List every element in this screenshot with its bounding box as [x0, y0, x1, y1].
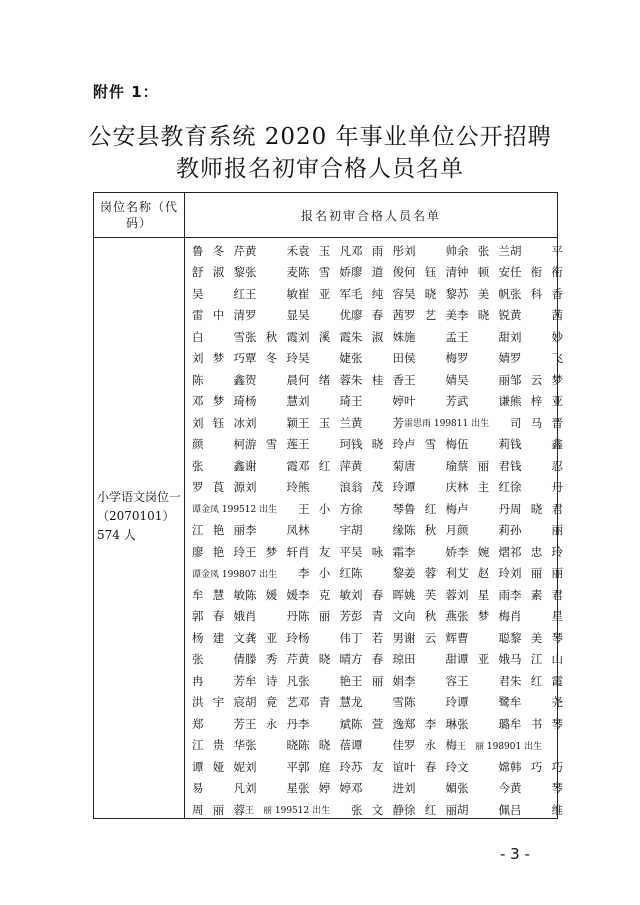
- candidate-name: 陈 秋 月: [404, 523, 457, 538]
- page-number: - 3 -: [500, 845, 530, 863]
- candidate-name: 林 主 红: [457, 480, 510, 495]
- candidate-name: 谭金凤 199512 出生: [192, 505, 278, 516]
- table-row: [192, 498, 563, 520]
- table-row: [192, 305, 563, 327]
- table-header-divider: [94, 237, 557, 238]
- table-row: [192, 391, 563, 413]
- candidate-table: [93, 192, 563, 819]
- candidate-name: 罗 婧: [457, 351, 510, 366]
- table-row: [192, 434, 563, 456]
- candidate-name: 廖 道 俊: [351, 265, 404, 280]
- candidate-name: 黄 禾: [245, 243, 298, 258]
- table-row: [192, 240, 563, 262]
- header-candidate-list: 报名初审合格人员名单: [300, 209, 441, 223]
- candidate-name: 李 小 红: [298, 566, 351, 581]
- candidate-name: 吴 咏 霜: [351, 544, 404, 559]
- table-row: [192, 670, 563, 692]
- candidate-name: 陈 雪 娇: [298, 265, 351, 280]
- table-row: [192, 348, 563, 370]
- table-row: [192, 756, 563, 778]
- candidate-name: 胡 佩: [457, 802, 510, 817]
- candidate-name: 徐 红 丽: [404, 802, 457, 817]
- candidate-name: 陈 鑫: [192, 372, 245, 387]
- candidate-name: 方 春 琼: [351, 652, 404, 667]
- candidate-name: 李 娇: [404, 544, 457, 559]
- candidate-name: 吕 维: [510, 802, 563, 817]
- candidate-name: 王 永 丹: [245, 716, 298, 731]
- candidate-name: 刘 琦: [298, 394, 351, 409]
- candidate-name: 刘 媚: [404, 781, 457, 796]
- candidate-name: 廖 艳 玲: [192, 544, 245, 559]
- candidate-name: 刘 玲: [245, 480, 298, 495]
- candidate-name: 林 宇: [298, 523, 351, 538]
- candidate-name: 崔 亚 军: [298, 286, 351, 301]
- candidate-name: 牟 慧 敏: [192, 587, 245, 602]
- candidate-name: 李 晓 锐: [457, 308, 510, 323]
- candidate-name: 龙 雪: [351, 695, 404, 710]
- candidate-name: 王 小 方: [298, 501, 351, 516]
- candidate-name: 朱 桂 香: [351, 372, 404, 387]
- candidate-name: 张 璐: [457, 716, 510, 731]
- candidate-name: 韩 巧 巧: [510, 759, 563, 774]
- table-row: [192, 412, 563, 434]
- candidate-name: 丁 若 男: [351, 630, 404, 645]
- candidate-name: 吴 红: [192, 286, 245, 301]
- post-name-cell: 小学语文岗位一（2070101）574 人: [97, 490, 182, 542]
- table-row: [192, 713, 563, 735]
- candidate-name: 陈 丽 芳: [298, 609, 351, 624]
- candidate-name: 洪 宇 宸: [192, 695, 245, 710]
- candidate-name: 王 丽 娟: [351, 673, 404, 688]
- table-row: [192, 369, 563, 391]
- candidate-name: 罗 飞: [510, 351, 563, 366]
- table-row: [192, 477, 563, 499]
- candidate-name: 孙 丽: [510, 523, 563, 538]
- candidate-name: 唐 瑜: [404, 458, 457, 473]
- table-row: [192, 606, 563, 628]
- candidate-name: 张 科 香: [510, 286, 563, 301]
- candidate-name: 肖 友 平: [298, 544, 351, 559]
- candidate-name: 颜 柯: [192, 437, 245, 452]
- candidate-name: 李 素 君: [510, 587, 563, 602]
- candidate-name: 刘 溪 霞: [298, 329, 351, 344]
- candidate-name: 钱 鑫: [510, 437, 563, 452]
- candidate-name: 谭金凤 199807 出生: [192, 569, 278, 580]
- candidate-name: 吴 晓 黎: [404, 286, 457, 301]
- candidate-name: 翁 茂 玲: [351, 480, 404, 495]
- candidate-name: 熊 梓 亚: [510, 394, 563, 409]
- candidate-name: 徐 琴: [351, 501, 404, 516]
- candidate-name: 黎 美 琴: [510, 630, 563, 645]
- candidate-name: 何 钰 清: [404, 265, 457, 280]
- candidate-name: 邓 青 慧: [298, 695, 351, 710]
- candidate-name: 朱 淑 姝: [351, 329, 404, 344]
- candidate-name: 苏 美 帆: [457, 286, 510, 301]
- candidate-name: 侯 梅: [404, 351, 457, 366]
- candidate-name: 易 凡: [192, 781, 245, 796]
- table-row: [192, 692, 563, 714]
- candidate-name: 李 斌: [298, 716, 351, 731]
- candidate-name: 牟 诗 凡: [245, 673, 298, 688]
- table-row: [192, 799, 563, 821]
- candidate-name: 邓 雨 彤: [351, 243, 404, 258]
- candidate-name: 游 雪 莲: [245, 437, 298, 452]
- candidate-name: 谭 娅 妮: [192, 759, 245, 774]
- candidate-name: 谭 亚 娥: [457, 652, 510, 667]
- candidate-name: 廖 春 茜: [351, 308, 404, 323]
- candidate-name: 江 贵 华: [192, 738, 245, 753]
- candidate-name: 曹 聪: [457, 630, 510, 645]
- header-post-name: 岗位名称（代码）: [99, 200, 178, 230]
- candidate-name: 伍 莉: [457, 437, 510, 452]
- candidate-name: 何 绪 蓉: [298, 372, 351, 387]
- candidate-name: 吴 婕: [298, 351, 351, 366]
- candidate-name: 司 马 晋: [510, 415, 563, 430]
- candidate-name: 张 今: [457, 781, 510, 796]
- candidate-name: 叶 芳: [404, 394, 457, 409]
- candidate-name: 张 倩: [192, 652, 245, 667]
- candidate-name: 雷思雨 199811 出生: [404, 419, 490, 430]
- candidate-name: 龚 亚 玲: [245, 630, 298, 645]
- table-row: [192, 649, 563, 671]
- candidate-name: 文 嫦: [457, 759, 510, 774]
- document-title-line-2: 教师报名初审合格人员名单: [176, 156, 464, 182]
- candidate-name: 李 凤: [245, 523, 298, 538]
- candidate-name: 杨 建 文: [192, 630, 245, 645]
- candidate-name: 白 雪: [192, 329, 245, 344]
- candidate-name: 覃 冬 玲: [245, 351, 298, 366]
- candidate-name: 王 梦 轩: [245, 544, 298, 559]
- candidate-name: 彭 青 文: [351, 609, 404, 624]
- candidate-name: 贺 晨: [245, 372, 298, 387]
- candidate-name: 陈 晓 蓓: [298, 738, 351, 753]
- candidate-name: 黄 琴: [510, 781, 563, 796]
- candidate-name: 陈 萱 逸: [351, 716, 404, 731]
- candidate-name: 罗 永 梅: [404, 738, 457, 753]
- candidate-name: 余 张 兰: [457, 243, 510, 258]
- candidate-name: 刘 钰 冰: [192, 415, 245, 430]
- candidate-name: 颜 莉: [457, 523, 510, 538]
- table-row: [192, 778, 563, 800]
- candidate-name: 江 艳 丽: [192, 523, 245, 538]
- candidate-name: 叶 春 玲: [404, 759, 457, 774]
- candidate-name: 滕 秀 芹: [245, 652, 298, 667]
- candidate-name: 王 婧: [404, 372, 457, 387]
- candidate-name: 黄 茜: [510, 308, 563, 323]
- candidate-name: 姚 芙 蓉: [404, 587, 457, 602]
- candidate-name: 肖 丹: [245, 609, 298, 624]
- candidate-name: 熊 浪: [298, 480, 351, 495]
- table-row: [192, 584, 563, 606]
- candidate-name: 张 田: [351, 351, 404, 366]
- candidate-name: 武 谦: [457, 394, 510, 409]
- table-row: [192, 283, 563, 305]
- candidate-name: 张 秋 霞: [245, 329, 298, 344]
- candidate-name: 钱 晓 玲: [351, 437, 404, 452]
- table-row: [192, 520, 563, 542]
- candidate-name: 钱 忍: [510, 458, 563, 473]
- candidate-name: 陈 媛 媛: [245, 587, 298, 602]
- candidate-name: 邓 梦 琦: [192, 394, 245, 409]
- candidate-name: 刘 颖: [245, 415, 298, 430]
- candidate-name: 黄 菊: [351, 458, 404, 473]
- candidate-name: 罗 显: [245, 308, 298, 323]
- candidate-name: 张 婷 婷: [298, 781, 351, 796]
- document-title-line-1: 公安县教育系统 2020 年事业单位公开招聘: [88, 124, 552, 150]
- candidate-name: 胡 平: [510, 243, 563, 258]
- candidate-name: 胡 缘: [351, 523, 404, 538]
- candidate-name: 王 丽 198901 出生: [457, 741, 543, 752]
- candidate-name: 舒 淑 黎: [192, 265, 245, 280]
- candidate-name: 吴 优: [298, 308, 351, 323]
- candidate-name: 艾 赵 玲: [457, 566, 510, 581]
- candidate-name: 祁 忠 玲: [510, 544, 563, 559]
- table-row: [192, 541, 563, 563]
- candidate-name: 卢 雪 梅: [404, 437, 457, 452]
- candidate-name: 姜 蓉 利: [404, 566, 457, 581]
- candidate-name: 王 丽 199512 出生: [245, 806, 331, 817]
- candidate-name: 刘 星 雨: [457, 587, 510, 602]
- candidate-name: 王 珂: [298, 437, 351, 452]
- candidate-names-grid: [192, 240, 563, 821]
- candidate-name: 刘 平: [245, 759, 298, 774]
- candidate-name: 牟 尧: [510, 695, 563, 710]
- candidate-name: 张 文 静: [351, 802, 404, 817]
- table-column-divider: [184, 193, 185, 818]
- candidate-name: 胡 竟 艺: [245, 695, 298, 710]
- candidate-name: 冉 芳: [192, 673, 245, 688]
- candidate-name: 施 孟: [404, 329, 457, 344]
- candidate-name: 向 秋 燕: [404, 609, 457, 624]
- candidate-name: 王 玉 兰: [298, 415, 351, 430]
- candidate-name: 张 梦 梅: [457, 609, 510, 624]
- candidate-name: 谭 佳: [351, 738, 404, 753]
- candidate-name: 袁 玉 凡: [298, 243, 351, 258]
- candidate-name: 苏 友 谊: [351, 759, 404, 774]
- candidate-name: 吴 丽: [457, 372, 510, 387]
- table-row: [192, 627, 563, 649]
- candidate-name: 王 甜: [457, 329, 510, 344]
- candidate-name: 钟 顿 安: [457, 265, 510, 280]
- candidate-name: 杨 慧: [245, 394, 298, 409]
- candidate-name: 张 晓: [245, 738, 298, 753]
- candidate-name: 周 丽 蓉: [192, 802, 245, 817]
- candidate-name: 郭 春 娥: [192, 609, 245, 624]
- candidate-name: 郑 芳: [192, 716, 245, 731]
- candidate-name: 王 婷: [351, 394, 404, 409]
- candidate-name: 罗 艺 美: [404, 308, 457, 323]
- candidate-name: 田 甜: [404, 652, 457, 667]
- candidate-name: 郭 庭 玲: [298, 759, 351, 774]
- candidate-name: 刘 春 晖: [351, 587, 404, 602]
- candidate-name: 刘 梦 巧: [192, 351, 245, 366]
- candidate-name: 陈 玲: [404, 695, 457, 710]
- candidate-name: 邓 进: [351, 781, 404, 796]
- candidate-name: 陈 黎: [351, 566, 404, 581]
- candidate-name: 李 克 敏: [298, 587, 351, 602]
- attachment-label: 附件 1：: [93, 83, 159, 101]
- candidate-name: 周 晓 君: [510, 501, 563, 516]
- candidate-name: 李 容: [404, 673, 457, 688]
- candidate-name: 邹 云 梦: [510, 372, 563, 387]
- candidate-name: 肖 星: [510, 609, 563, 624]
- candidate-name: 雷 中 清: [192, 308, 245, 323]
- candidate-name: 杨 伟: [298, 630, 351, 645]
- candidate-name: 王 敏: [245, 286, 298, 301]
- candidate-name: 马 江 山: [510, 652, 563, 667]
- candidate-name: 刘 妙: [510, 329, 563, 344]
- table-row: [192, 563, 563, 585]
- candidate-name: 黄 芳: [351, 415, 404, 430]
- table-row: [192, 735, 553, 757]
- candidate-name: 鲁 红 梅: [404, 501, 457, 516]
- candidate-name: 李 婉 熠: [457, 544, 510, 559]
- candidate-name: 刘 星: [245, 781, 298, 796]
- candidate-name: 鲁 冬 芹: [192, 243, 245, 258]
- candidate-name: 郑 李 琳: [404, 716, 457, 731]
- table-row: [192, 262, 563, 284]
- candidate-name: 任 衔 衔: [510, 265, 563, 280]
- candidate-name: 罗 莨 源: [192, 480, 245, 495]
- candidate-name: 蔡 丽 君: [457, 458, 510, 473]
- candidate-name: 朱 红 霞: [510, 673, 563, 688]
- table-row: [192, 326, 563, 348]
- candidate-name: 刘 丽 丽: [510, 566, 563, 581]
- candidate-name: 毛 纯 容: [351, 286, 404, 301]
- candidate-name: 谭 鹭: [457, 695, 510, 710]
- candidate-name: 张 麦: [245, 265, 298, 280]
- candidate-name: 张 艳: [298, 673, 351, 688]
- candidate-name: 谢 云 辉: [404, 630, 457, 645]
- candidate-name: 黄 晓 晴: [298, 652, 351, 667]
- candidate-name: 邓 红 萍: [298, 458, 351, 473]
- candidate-name: 徐 丹: [510, 480, 563, 495]
- candidate-name: 谭 庆: [404, 480, 457, 495]
- candidate-name: 刘 帅: [404, 243, 457, 258]
- candidate-name: 牟 书 琴: [510, 716, 563, 731]
- candidate-name: 王 君: [457, 673, 510, 688]
- candidate-name: 张 鑫: [192, 458, 245, 473]
- table-row: [192, 455, 563, 477]
- candidate-name: 卢 丹: [457, 501, 510, 516]
- candidate-name: 谢 霞: [245, 458, 298, 473]
